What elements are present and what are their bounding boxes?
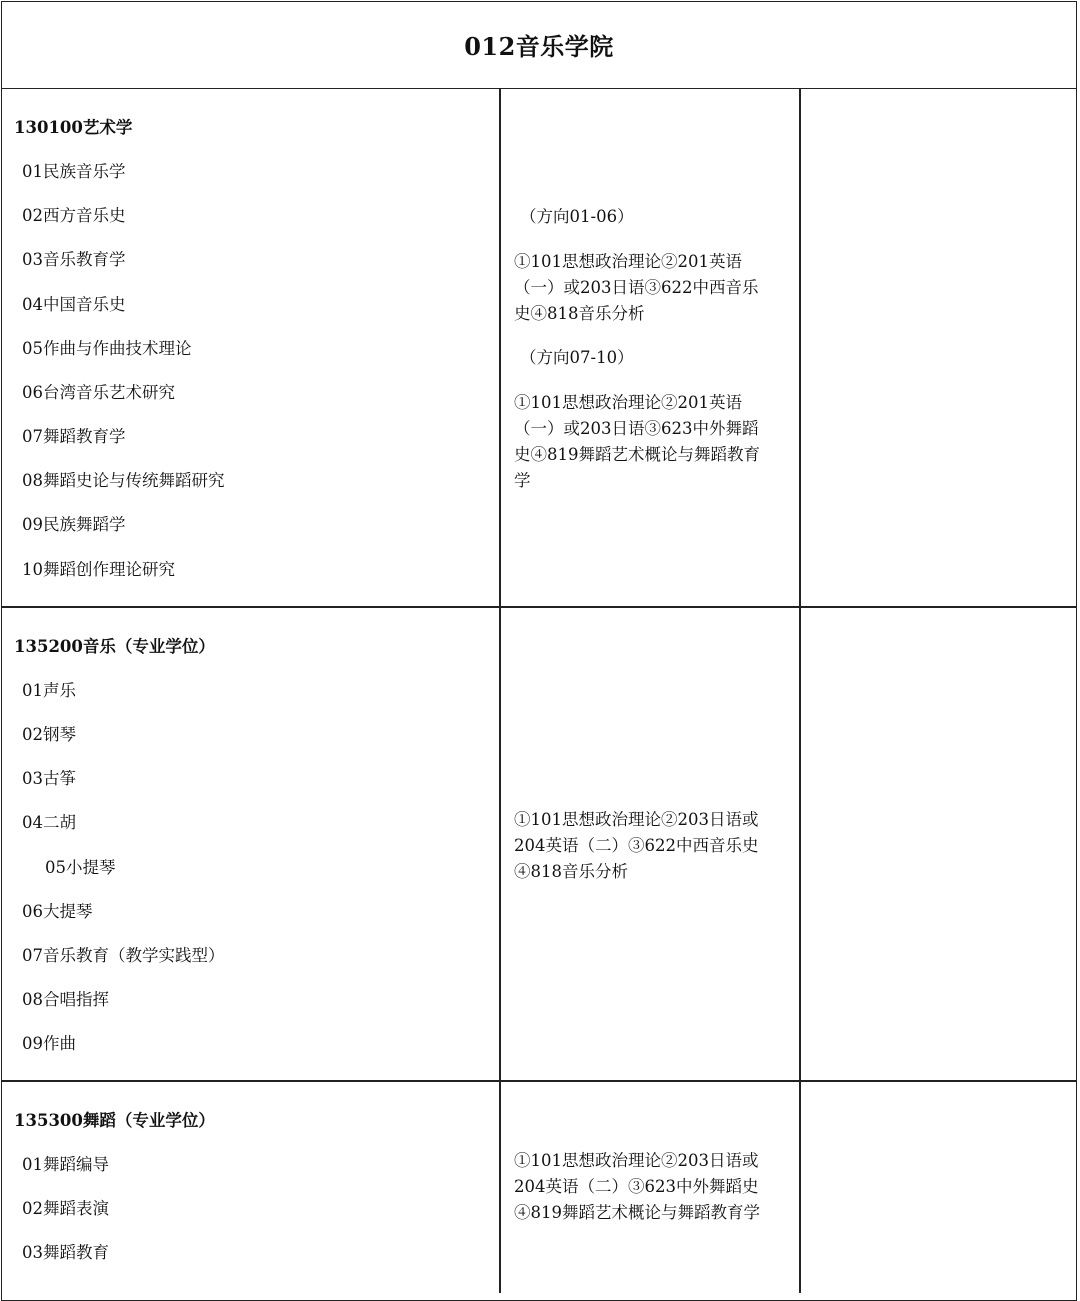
exam-line: ④819舞蹈艺术概论与舞蹈教育学 xyxy=(514,1203,760,1222)
major-title: 130100艺术学 xyxy=(14,118,133,137)
exam-group-label: （方向07-10） xyxy=(520,348,634,367)
exam-line: （一）或203日语③622中西音乐 xyxy=(514,278,759,297)
exam-subjects xyxy=(514,1148,784,1226)
direction-item: 03古筝 xyxy=(22,769,76,788)
direction-item: 08合唱指挥 xyxy=(22,990,109,1009)
exam-line: 学 xyxy=(514,471,531,490)
direction-item: 01舞蹈编导 xyxy=(22,1155,109,1174)
exam-line: ①101思想政治理论②203日语或 xyxy=(514,1151,759,1170)
direction-item: 07舞蹈教育学 xyxy=(22,427,126,446)
direction-item: 01声乐 xyxy=(22,681,76,700)
exam-line: （一）或203日语③623中外舞蹈 xyxy=(514,419,759,438)
direction-item: 08舞蹈史论与传统舞蹈研究 xyxy=(22,471,225,490)
direction-item: 05作曲与作曲技术理论 xyxy=(22,339,192,358)
direction-item: 02西方音乐史 xyxy=(22,206,126,225)
direction-item: 02钢琴 xyxy=(22,725,76,744)
exam-line: ④818音乐分析 xyxy=(514,862,628,881)
direction-item: 03舞蹈教育 xyxy=(22,1243,109,1262)
exam-line: 204英语（二）③623中外舞蹈史 xyxy=(514,1177,759,1196)
direction-item: 06台湾音乐艺术研究 xyxy=(22,383,175,402)
direction-item: 09民族舞蹈学 xyxy=(22,515,126,534)
exam-line: ①101思想政治理论②201英语 xyxy=(514,252,742,271)
direction-item: 02舞蹈表演 xyxy=(22,1199,109,1218)
direction-item: 06大提琴 xyxy=(22,902,93,921)
direction-item: 10舞蹈创作理论研究 xyxy=(22,560,175,579)
direction-item: 04二胡 xyxy=(22,813,76,832)
row-divider-1 xyxy=(1,606,1077,608)
exam-line: 204英语（二）③622中西音乐史 xyxy=(514,836,759,855)
exam-line: ①101思想政治理论②203日语或 xyxy=(514,810,759,829)
column-divider-1 xyxy=(499,88,501,1293)
row-divider-2 xyxy=(1,1080,1077,1082)
exam-line: ①101思想政治理论②201英语 xyxy=(514,393,742,412)
direction-item: 04中国音乐史 xyxy=(22,295,126,314)
direction-item: 03音乐教育学 xyxy=(22,250,126,269)
exam-group-label: （方向01-06） xyxy=(520,207,634,226)
exam-line: 史④818音乐分析 xyxy=(514,304,645,323)
exam-line: 史④819舞蹈艺术概论与舞蹈教育 xyxy=(514,445,760,464)
major-title: 135300舞蹈（专业学位） xyxy=(14,1111,215,1130)
direction-item: 05小提琴 xyxy=(45,858,116,877)
page-title: 012音乐学院 xyxy=(1,1,1077,89)
major-title: 135200音乐（专业学位） xyxy=(14,637,215,656)
exam-subjects xyxy=(514,807,784,885)
exam-subjects xyxy=(514,249,784,327)
column-divider-2 xyxy=(799,88,801,1293)
direction-item: 07音乐教育（教学实践型） xyxy=(22,946,225,965)
direction-item: 01民族音乐学 xyxy=(22,162,126,181)
exam-subjects xyxy=(514,390,784,494)
direction-item: 09作曲 xyxy=(22,1034,76,1053)
